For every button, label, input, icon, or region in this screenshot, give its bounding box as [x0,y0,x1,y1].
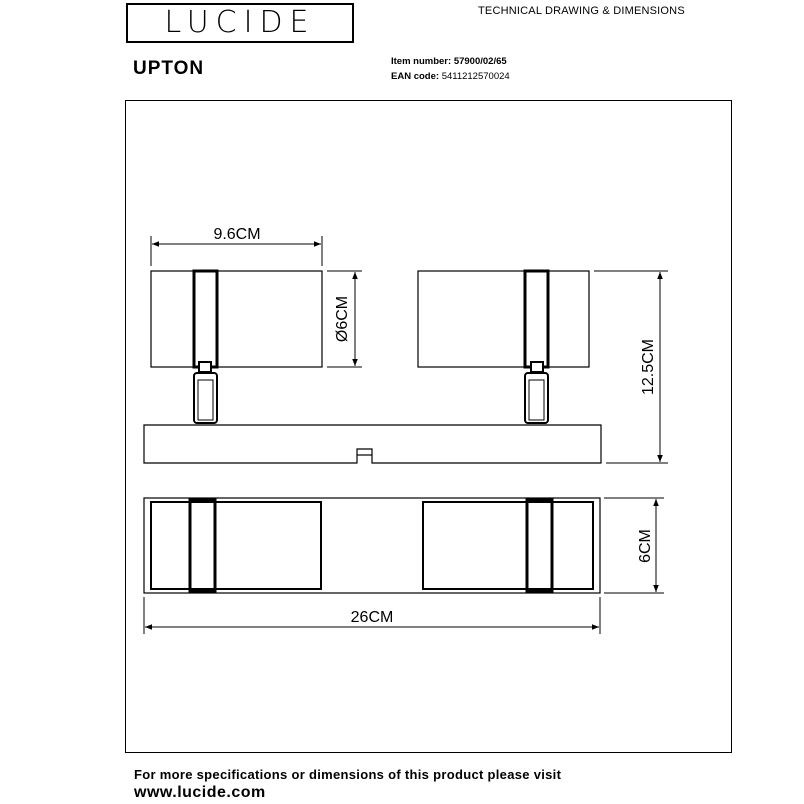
top-view-left-head [151,502,321,589]
left-spot-joint [199,362,211,372]
item-number-value: 57900/02/65 [453,56,507,67]
ean-value: 5411212570024 [441,71,510,82]
right-spot-joint [531,362,543,372]
top-view [144,498,600,593]
right-spot-arm-inner [529,380,544,420]
item-number-label: Item number: [391,56,452,67]
side-view [144,271,601,463]
top-view-left-clamp [190,500,215,591]
product-name: UPTON [133,58,205,79]
left-spot-clamp [194,271,217,367]
logo-text: LUCIDE [164,5,316,40]
top-view-plate [144,498,600,593]
ean-label: EAN code: [391,71,440,82]
footer-website-link[interactable]: www.lucide.com [134,784,266,801]
head-diameter-label: Ø6CM [334,295,351,343]
document-type-label: TECHNICAL DRAWING & DIMENSIONS [478,5,685,17]
total-height-label: 12.5CM [640,338,657,396]
head-length-label: 9.6CM [213,226,261,243]
right-spot-head [418,271,589,367]
right-spot-clamp [525,271,548,367]
total-length-label: 26CM [350,609,394,626]
left-spot-head [151,271,322,367]
left-spot-arm-inner [198,380,213,420]
footer-info-text: For more specifications or dimensions of this product please visit [134,767,562,782]
dimension-labels [213,226,657,626]
top-view-right-head [423,502,593,589]
mounting-plate [144,425,601,463]
width-label: 6CM [637,529,654,563]
top-view-right-clamp [527,500,552,591]
